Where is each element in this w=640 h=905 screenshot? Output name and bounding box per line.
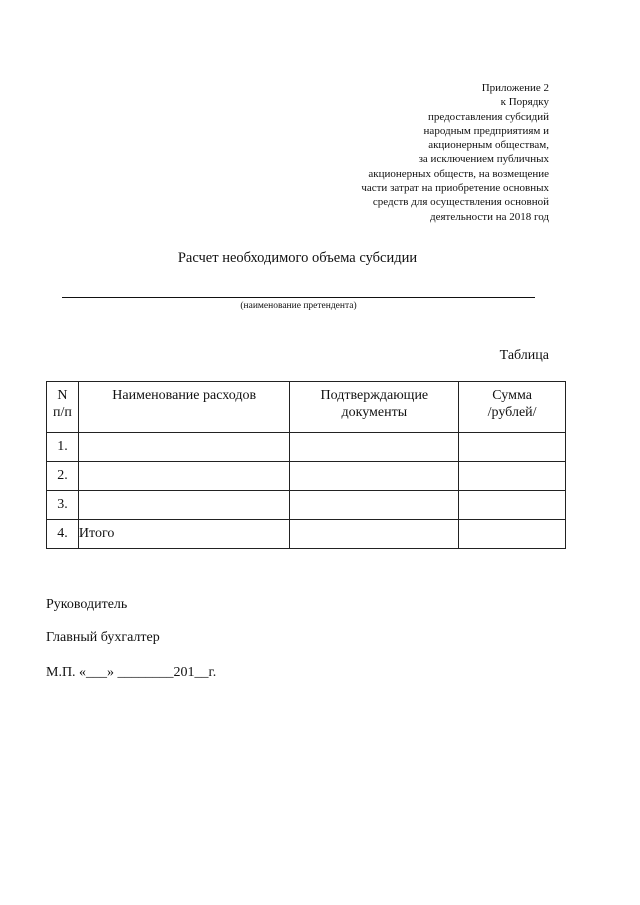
table-row	[47, 491, 566, 520]
appendix-header	[309, 81, 549, 224]
header-sum	[459, 382, 566, 433]
header-number	[47, 382, 79, 433]
expenses-table	[46, 381, 566, 549]
expense-name-cell[interactable]	[78, 462, 290, 491]
appendix-line: предоставления субсидий	[427, 110, 549, 123]
appendix-line: к Порядку	[500, 96, 549, 109]
sum-cell[interactable]	[459, 433, 566, 462]
documents-cell[interactable]	[290, 462, 459, 491]
accountant-signature-label: Главный бухгалтер	[46, 630, 160, 645]
header-documents-line: документы	[341, 405, 408, 420]
appendix-line: акционерных обществ, на возмещение	[368, 167, 549, 180]
sum-cell[interactable]	[459, 520, 566, 549]
header-documents	[290, 382, 459, 433]
total-label-cell: Итого	[78, 520, 290, 549]
header-number-line: п/п	[53, 405, 72, 420]
applicant-caption: (наименование претендента)	[240, 301, 357, 311]
appendix-line: за исключением публичных	[418, 153, 549, 166]
appendix-line: народным предприятиям и	[423, 124, 549, 137]
row-number: 2.	[47, 462, 79, 491]
row-number: 1.	[47, 433, 79, 462]
table-row	[47, 433, 566, 462]
sum-cell[interactable]	[459, 491, 566, 520]
sum-cell[interactable]	[459, 462, 566, 491]
appendix-line: деятельности на 2018 год	[429, 210, 549, 223]
applicant-name-line[interactable]	[62, 297, 535, 298]
appendix-line: акционерным обществам,	[428, 139, 549, 152]
documents-cell[interactable]	[290, 520, 459, 549]
documents-cell[interactable]	[290, 491, 459, 520]
document-title: Расчет необходимого объема субсидии	[177, 250, 418, 266]
table-label: Таблица	[499, 348, 549, 363]
table-row	[47, 462, 566, 491]
expense-name-cell[interactable]	[78, 491, 290, 520]
appendix-line: Приложение 2	[481, 82, 549, 94]
row-number: 3.	[47, 491, 79, 520]
header-sum-line: /рублей/	[487, 405, 537, 420]
header-documents-line: Подтверждающие	[320, 388, 429, 403]
table-row-total	[47, 520, 566, 549]
header-number-line: N	[57, 388, 68, 403]
header-expense-name: Наименование расходов	[78, 382, 290, 433]
stamp-date-line: М.П. «___» ________201__г.	[46, 665, 217, 680]
appendix-line: части затрат на приобретение основных	[361, 182, 549, 195]
head-signature-label: Руководитель	[46, 597, 128, 612]
header-sum-line: Сумма	[492, 388, 532, 403]
row-number: 4.	[47, 520, 79, 549]
table-header-row	[47, 382, 566, 433]
expense-name-cell[interactable]	[78, 433, 290, 462]
documents-cell[interactable]	[290, 433, 459, 462]
appendix-line: средств для осуществления основной	[372, 196, 549, 209]
